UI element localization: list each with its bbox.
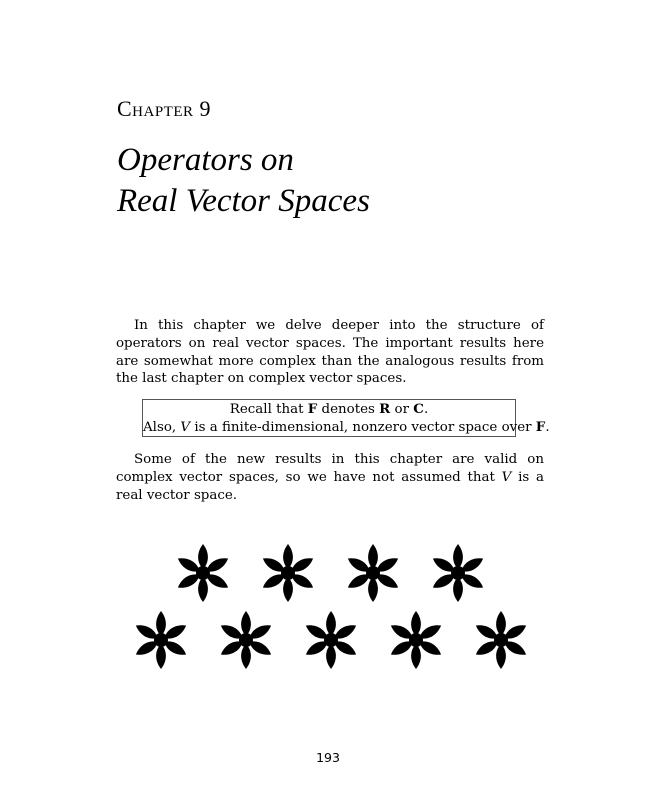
recall-line-1-prefix: Recall that [229,402,308,417]
chapter-label: Chapter 9 [117,96,212,121]
followup-prefix: Some of the new results in this chapter are valid on complex vector spaces, so we have not assumed that [116,452,544,485]
recall-line-2-prefix: Also, [143,419,181,435]
recall-line-1-or: or [390,402,414,417]
recall-line-2-mid: is a finite-dimensional, nonzero vector space over [190,419,536,435]
field-symbol-R: R [379,401,391,417]
field-symbol-F-2: F [535,418,546,435]
six-petal-flower-icon [303,611,358,669]
six-petal-flower-icon [218,611,273,669]
ornament-flowers [0,530,656,680]
six-petal-flower-icon [430,544,485,602]
six-petal-flower-icon [473,611,528,669]
six-petal-flower-icon [388,611,443,669]
recall-line-1-end: . [423,402,429,417]
followup-paragraph [116,451,544,504]
intro-paragraph: In this chapter we delve deeper into the structure of operators on real vector spaces. The important results here are somewhat more complex than the analogous results from the last chapter on complex vector spaces. [116,318,544,387]
recall-line-1 [143,401,515,419]
vector-space-symbol-V-2: V [501,469,512,485]
recall-box [142,399,550,437]
followup-suffix: is a real vector space. [116,469,544,503]
chapter-title-line-1: Operators on [117,142,294,178]
chapter-title [117,140,370,222]
field-symbol-F: F [307,401,318,417]
recall-line-2-end: . [545,419,550,435]
six-petal-flower-icon [260,544,315,602]
vector-space-symbol-V: V [180,419,191,435]
six-petal-flower-icon [345,544,400,602]
recall-line-1-mid: denotes [317,402,380,417]
six-petal-flower-icon [133,611,188,669]
six-petal-flower-icon [175,544,230,602]
page-number: 193 [316,750,340,765]
recall-line-2 [143,418,550,437]
field-symbol-C: C [413,401,424,417]
chapter-title-line-2: Real Vector Spaces [117,183,370,219]
